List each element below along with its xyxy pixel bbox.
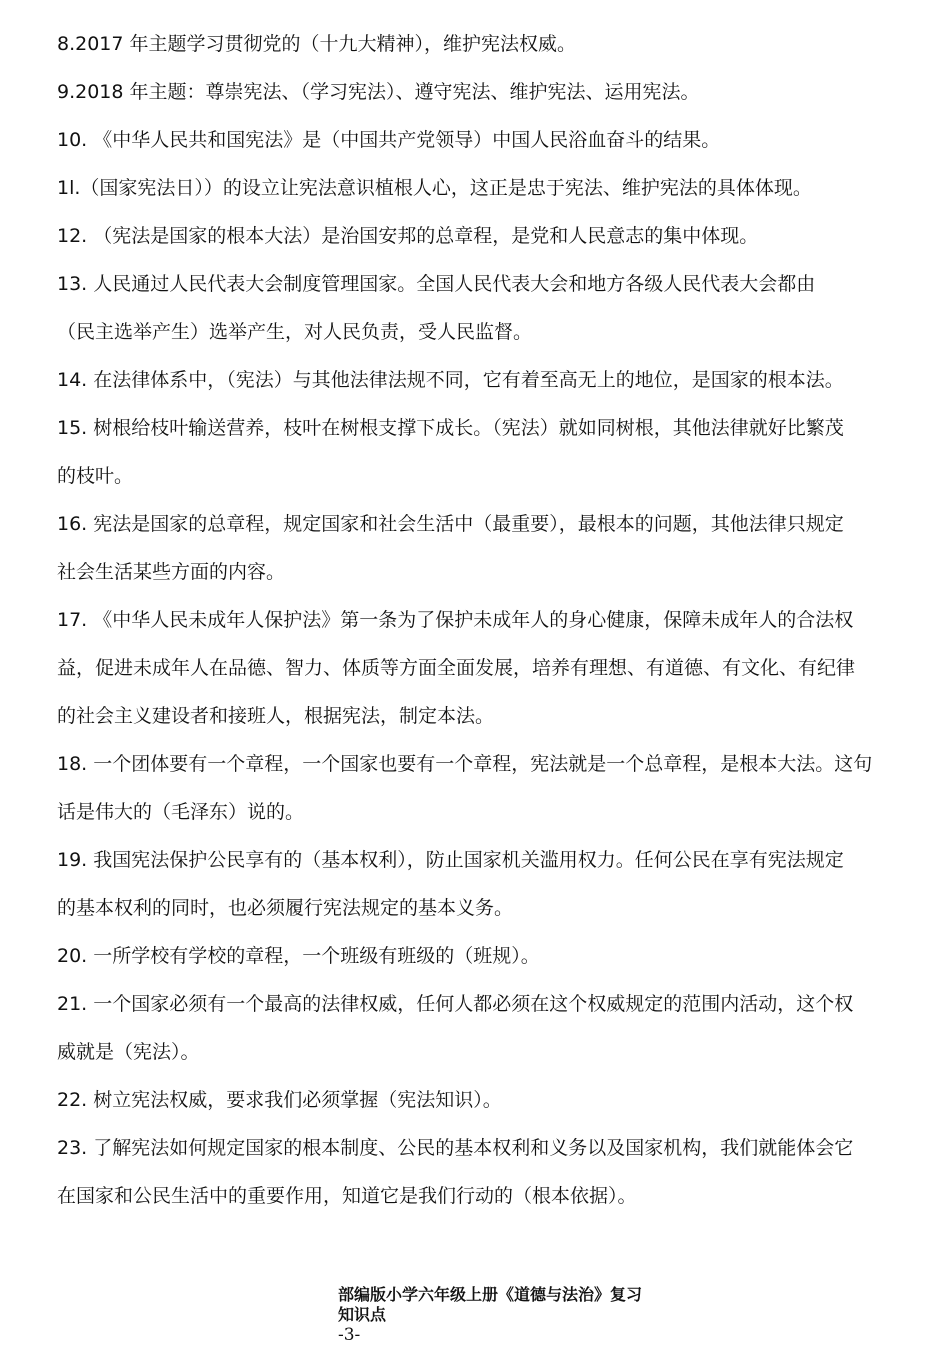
text-line: 20. 一所学校有学校的章程，一个班级有班级的（班规）。	[57, 945, 540, 967]
text-line: 21. 一个国家必须有一个最高的法律权威，任何人都必须在这个权威规定的范围内活动，这个权	[57, 993, 854, 1015]
text-line: 8.2017 年主题学习贯彻党的（十九大精神），维护宪法权威。	[57, 33, 577, 55]
text-line: 22. 树立宪法权威，要求我们必须掌握（宪法知识）。	[57, 1089, 502, 1111]
page-footer	[338, 1285, 698, 1345]
text-line: 12. （宪法是国家的根本大法）是治国安邦的总章程，是党和人民意志的集中体现。	[57, 225, 759, 247]
text-line: （民主选举产生）选举产生，对人民负责，受人民监督。	[57, 321, 533, 343]
text-line: 1l.（国家宪法日））的设立让宪法意识植根人心，这正是忠于宪法、维护宪法的具体体现。	[57, 177, 812, 199]
text-line: 话是伟大的（毛泽东）说的。	[57, 801, 305, 823]
text-line: 益，促进未成年人在品德、智力、体质等方面全面发展，培养有理想、有道德、有文化、有纪律	[57, 657, 856, 679]
text-line: 23. 了解宪法如何规定国家的根本制度、公民的基本权利和义务以及国家机构，我们就能体会它	[57, 1137, 854, 1159]
text-line: 17. 《中华人民未成年人保护法》第一条为了保护未成年人的身心健康，保障未成年人的合法权	[57, 609, 854, 631]
text-line: 14. 在法律体系中，（宪法）与其他法律法规不同，它有着至高无上的地位，是国家的根本法。	[57, 369, 844, 391]
footer-title-line1: 部编版小学六年级上册《道德与法治》复习	[338, 1285, 643, 1304]
document-body	[57, 26, 945, 1226]
text-line: 16. 宪法是国家的总章程，规定国家和社会生活中（最重要），最根本的问题，其他法律只规定	[57, 513, 844, 535]
text-line: 18. 一个团体要有一个章程，一个国家也要有一个章程，宪法就是一个总章程，是根本大法。这句	[57, 753, 873, 775]
text-line: 的枝叶。	[57, 465, 134, 487]
text-line: 19. 我国宪法保护公民享有的（基本权利），防止国家机关滥用权力。任何公民在享有宪法规定	[57, 849, 844, 871]
text-line: 10. 《中华人民共和国宪法》是（中国共产党领导）中国人民浴血奋斗的结果。	[57, 129, 721, 151]
footer-title-line2: 知识点	[338, 1305, 387, 1324]
text-line: 13. 人民通过人民代表大会制度管理国家。全国人民代表大会和地方各级人民代表大会都由	[57, 273, 816, 295]
text-line: 社会生活某些方面的内容。	[57, 561, 286, 583]
text-line: 9.2018 年主题：尊崇宪法、（学习宪法）、遵守宪法、维护宪法、运用宪法。	[57, 81, 700, 103]
text-line: 的基本权利的同时，也必须履行宪法规定的基本义务。	[57, 897, 514, 919]
text-line: 15. 树根给枝叶输送营养，枝叶在树根支撑下成长。（宪法）就如同树根，其他法律就好比繁茂	[57, 417, 844, 439]
page-number: -3-	[338, 1325, 361, 1345]
text-line: 威就是（宪法）。	[57, 1041, 200, 1063]
text-line: 的社会主义建设者和接班人，根据宪法，制定本法。	[57, 705, 495, 727]
text-line: 在国家和公民生活中的重要作用，知道它是我们行动的（根本依据）。	[57, 1185, 637, 1207]
